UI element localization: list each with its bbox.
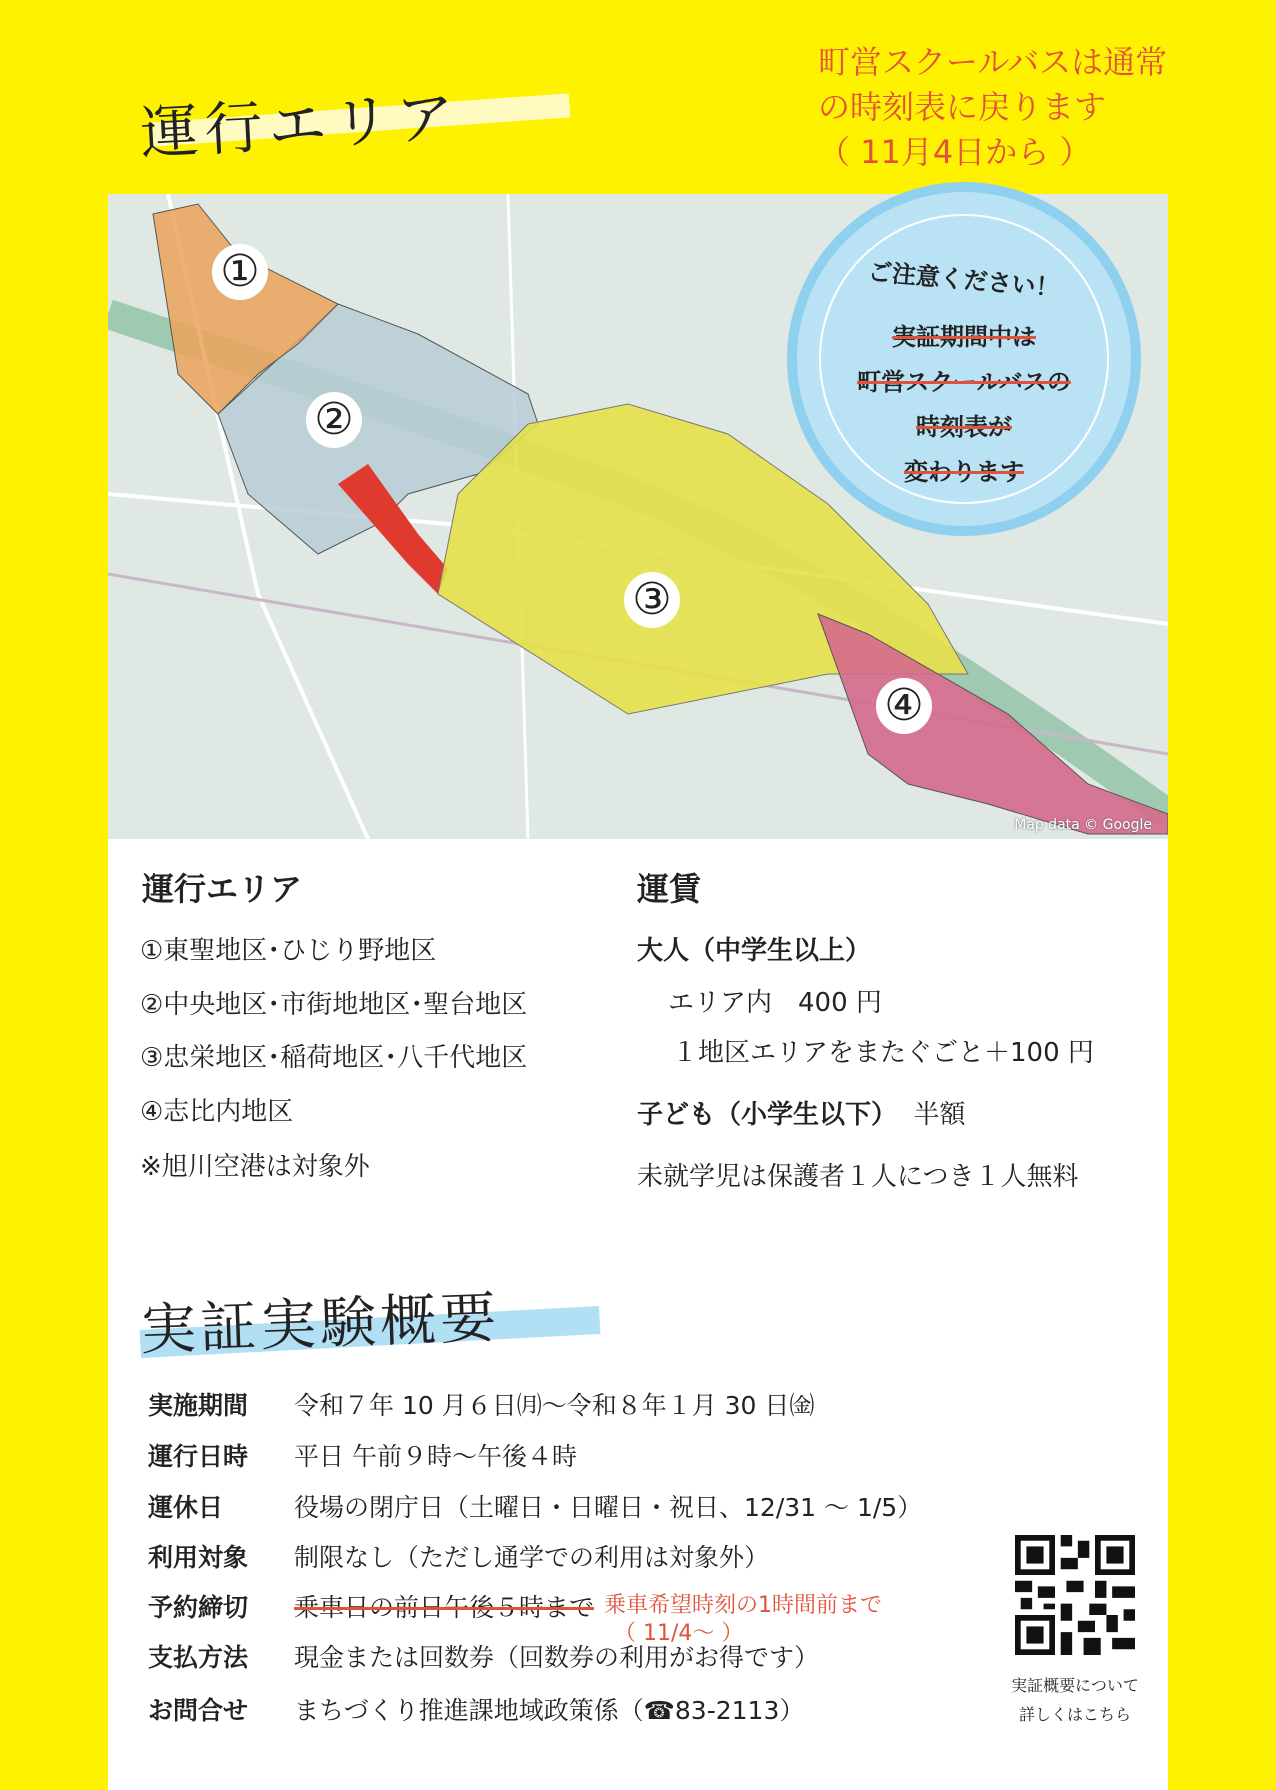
area-item: ④志比内地区 xyxy=(140,1097,294,1127)
row-value-old: 乗車日の前日午後５時まで xyxy=(294,1593,595,1622)
area-2-label: ② xyxy=(306,392,362,448)
map-credit: Map data © Google xyxy=(1014,817,1152,833)
fare-heading: 運賃 xyxy=(637,870,702,908)
schedule-notice xyxy=(818,40,1167,175)
overview-row xyxy=(148,1588,883,1646)
row-value-new-note: （ 11/4～ ） xyxy=(614,1621,744,1646)
fare-adult-label: 大人（中学生以上） xyxy=(637,936,872,966)
callout-line: 変わります xyxy=(904,458,1024,486)
area-1-label: ① xyxy=(212,244,268,300)
qr-caption: 詳しくはこちら xyxy=(1018,1705,1131,1724)
row-value: 現金または回数券（回数券の利用がお得です） xyxy=(294,1643,820,1672)
area-note: ※旭川空港は対象外 xyxy=(140,1152,370,1182)
area-item: ③忠栄地区･稲荷地区･八千代地区 xyxy=(140,1043,528,1073)
area-item: ①東聖地区･ひじり野地区 xyxy=(140,936,437,966)
callout-line: 実証期間中は xyxy=(892,323,1036,351)
caution-callout xyxy=(787,182,1141,536)
area-item: ②中央地区･市街地地区･聖台地区 xyxy=(140,990,528,1020)
row-label: 支払方法 xyxy=(148,1643,249,1672)
fare-child-label: 子ども（小学生以下） xyxy=(637,1100,898,1130)
overview-row xyxy=(148,1638,819,1674)
qr-caption: 実証概要について xyxy=(1011,1676,1139,1695)
callout-heading: ご注意ください！ xyxy=(866,257,1061,303)
areas-heading: 運行エリア xyxy=(142,870,303,908)
overview-row xyxy=(148,1691,804,1727)
overview-title: 実証実験概要 xyxy=(139,1285,502,1364)
row-value-new-wrap xyxy=(604,1588,883,1646)
overview-row xyxy=(148,1437,577,1473)
row-value: 制限なし（ただし通学での利用は対象外） xyxy=(294,1543,770,1572)
row-label: 運行日時 xyxy=(148,1442,249,1471)
fare-cross-area: １地区エリアをまたぐごと＋100 円 xyxy=(672,1038,1094,1068)
fare-in-area: エリア内 400 円 xyxy=(668,988,882,1018)
row-value-new: 乗車希望時刻の1時間前まで xyxy=(604,1593,883,1618)
row-label: 運休日 xyxy=(148,1493,224,1522)
row-value: 役場の閉庁日（土曜日・日曜日・祝日、12/31 ～ 1/5） xyxy=(294,1493,923,1522)
overview-row xyxy=(148,1538,769,1574)
overview-row xyxy=(148,1386,814,1422)
row-label: 利用対象 xyxy=(148,1543,249,1572)
row-label: 実施期間 xyxy=(148,1391,249,1420)
row-label: お問合せ xyxy=(148,1696,249,1725)
fare-child-value: 半額 xyxy=(913,1100,966,1130)
notice-line: 町営スクールバスは通常 xyxy=(818,43,1168,81)
area-4-polygon xyxy=(818,614,1168,834)
qr-code[interactable] xyxy=(1015,1535,1135,1655)
row-value: 平日 午前９時～午後４時 xyxy=(294,1442,577,1471)
row-value: まちづくり推進課地域政策係（☎83-2113） xyxy=(294,1696,805,1725)
row-value: 令和７年 10 月６日㈪～令和８年１月 30 日㈮ xyxy=(294,1391,815,1420)
area-3-label: ③ xyxy=(624,572,680,628)
callout-line: 町営スクールバスの xyxy=(857,368,1071,396)
page-title: 運行エリア xyxy=(138,82,462,168)
fare-child xyxy=(637,1094,966,1131)
fare-preschool: 未就学児は保護者１人につき１人無料 xyxy=(637,1162,1079,1192)
notice-line: （ 11月4日から ） xyxy=(818,133,1092,171)
area-4-label: ④ xyxy=(876,678,932,734)
callout-line: 時刻表が xyxy=(916,413,1012,441)
overview-row xyxy=(148,1488,922,1524)
notice-line: の時刻表に戻ります xyxy=(818,88,1107,126)
row-label: 予約締切 xyxy=(148,1593,249,1622)
